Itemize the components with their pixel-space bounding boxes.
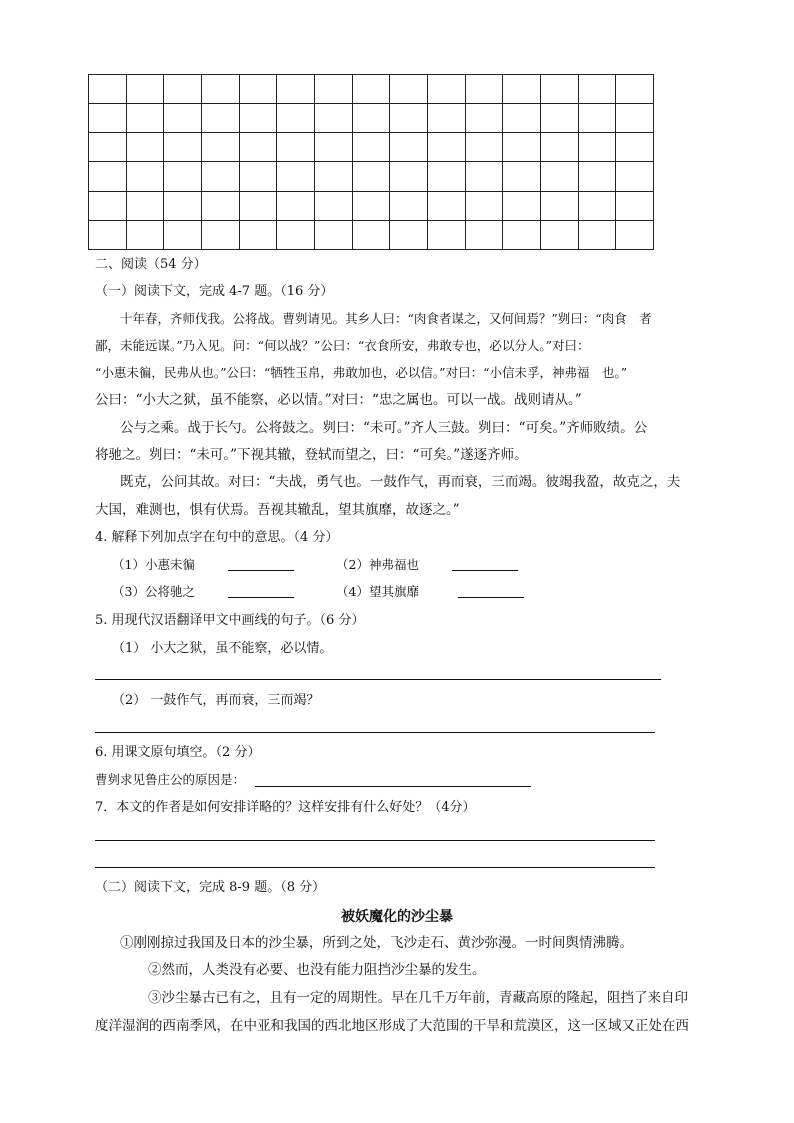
grid-row xyxy=(89,220,654,249)
q4-stem: 4. 解释下列加点字在句中的意思。（4 分） xyxy=(95,530,339,545)
grid-cell[interactable] xyxy=(277,75,315,104)
grid-cell[interactable] xyxy=(277,133,315,162)
grid-cell[interactable] xyxy=(427,162,465,191)
passage2-paragraph-3-line: 度洋湿润的西南季风，在中亚和我国的西北地区形成了大范围的干旱和荒漠区，这一区域又正处在西 xyxy=(95,1018,689,1034)
q7-answer-line-1[interactable] xyxy=(95,840,655,841)
grid-cell[interactable] xyxy=(314,220,352,249)
grid-cell[interactable] xyxy=(616,133,654,162)
grid-cell[interactable] xyxy=(427,220,465,249)
q4-item-3: （3）公将驰之 xyxy=(112,584,195,599)
passage1-line: 大国，难测也，惧有伏焉。吾视其辙乱，望其旗靡，故逐之。” xyxy=(95,502,460,518)
grid-cell[interactable] xyxy=(201,75,239,104)
grid-cell[interactable] xyxy=(239,104,277,133)
grid-cell[interactable] xyxy=(390,220,428,249)
grid-cell[interactable] xyxy=(201,104,239,133)
grid-cell[interactable] xyxy=(239,75,277,104)
passage1-line: 十年春，齐师伐我。公将战。曹刿请见。其乡人曰：“肉食者谋之，又何间焉？”刿曰：“肉食 者 xyxy=(120,311,652,326)
grid-cell[interactable] xyxy=(616,162,654,191)
grid-cell[interactable] xyxy=(503,220,541,249)
q4-answer-line-4[interactable] xyxy=(458,597,524,598)
grid-cell[interactable] xyxy=(277,104,315,133)
grid-cell[interactable] xyxy=(314,75,352,104)
grid-cell[interactable] xyxy=(578,75,616,104)
grid-cell[interactable] xyxy=(126,191,164,220)
passage2-paragraph-1: ①刚刚掠过我国及日本的沙尘暴，所到之处，飞沙走石、黄沙弥漫。一时间舆情沸腾。 xyxy=(120,935,633,951)
grid-cell[interactable] xyxy=(427,133,465,162)
grid-cell[interactable] xyxy=(164,220,202,249)
grid-cell[interactable] xyxy=(578,191,616,220)
grid-cell[interactable] xyxy=(164,191,202,220)
q4-answer-line-3[interactable] xyxy=(228,597,294,598)
grid-cell[interactable] xyxy=(540,133,578,162)
grid-cell[interactable] xyxy=(578,220,616,249)
grid-cell[interactable] xyxy=(578,133,616,162)
writing-grid xyxy=(88,74,654,250)
grid-row xyxy=(89,191,654,220)
grid-cell[interactable] xyxy=(616,75,654,104)
grid-cell[interactable] xyxy=(277,191,315,220)
grid-cell[interactable] xyxy=(465,162,503,191)
grid-cell[interactable] xyxy=(390,104,428,133)
passage2-title: 被妖魔化的沙尘暴 xyxy=(341,909,453,925)
q6-stem: 6. 用课文原句填空。（2 分） xyxy=(95,745,261,760)
q5-answer-line-2[interactable] xyxy=(95,732,655,733)
grid-cell[interactable] xyxy=(465,220,503,249)
grid-cell[interactable] xyxy=(89,75,127,104)
q5-stem: 5. 用现代汉语翻译甲文中画线的句子。（6 分） xyxy=(95,613,365,628)
grid-cell[interactable] xyxy=(277,220,315,249)
q5-sentence-1: （1） 小大之狱，虽不能察，必以情。 xyxy=(112,641,333,656)
grid-cell[interactable] xyxy=(277,162,315,191)
grid-cell[interactable] xyxy=(239,220,277,249)
grid-cell[interactable] xyxy=(616,104,654,133)
grid-cell[interactable] xyxy=(390,133,428,162)
grid-cell[interactable] xyxy=(465,191,503,220)
q6-prompt: 曹刿求见鲁庄公的原因是： xyxy=(95,772,246,787)
passage1-line: “小惠未徧，民弗从也。”公曰：“牺牲玉帛，弗敢加也，必以信。”对曰：“小信未孚，神弗福 也。” xyxy=(95,365,628,380)
passage2-paragraph-2: ②然而，人类没有必要、也没有能力阻挡沙尘暴的发生。 xyxy=(148,962,486,978)
grid-cell[interactable] xyxy=(503,75,541,104)
grid-cell[interactable] xyxy=(540,104,578,133)
grid-cell[interactable] xyxy=(89,191,127,220)
grid-row xyxy=(89,75,654,104)
q4-item-4: （4）望其旗靡 xyxy=(336,584,419,599)
passage1-line: 公曰：“小大之狱，虽不能察，必以情。”对曰：“忠之属也。可以一战。战则请从。” xyxy=(95,392,582,408)
grid-cell[interactable] xyxy=(390,75,428,104)
grid-cell[interactable] xyxy=(352,75,390,104)
grid-cell[interactable] xyxy=(201,220,239,249)
passage2-paragraph-3-line: ③沙尘暴古已有之，且有一定的周期性。早在几千万年前，青藏高原的隆起，阻挡了来自印 xyxy=(148,990,688,1006)
grid-cell[interactable] xyxy=(126,133,164,162)
grid-cell[interactable] xyxy=(540,75,578,104)
grid-cell[interactable] xyxy=(164,75,202,104)
q7-answer-line-2[interactable] xyxy=(95,867,655,868)
grid-cell[interactable] xyxy=(427,191,465,220)
grid-cell[interactable] xyxy=(164,133,202,162)
grid-cell[interactable] xyxy=(314,191,352,220)
grid-cell[interactable] xyxy=(89,162,127,191)
grid-cell[interactable] xyxy=(390,162,428,191)
grid-cell[interactable] xyxy=(352,220,390,249)
grid-cell[interactable] xyxy=(201,191,239,220)
q4-item-1: （1）小惠未徧 xyxy=(112,557,195,572)
grid-cell[interactable] xyxy=(503,104,541,133)
grid-cell[interactable] xyxy=(352,191,390,220)
grid-cell[interactable] xyxy=(503,162,541,191)
q5-sentence-2: （2） 一鼓作气，再而衰，三而竭？ xyxy=(112,693,320,708)
passage1-line: 既克，公问其故。对曰：“夫战，勇气也。一鼓作气，再而衰，三而竭。彼竭我盈，故克之，夫 xyxy=(120,474,681,490)
grid-cell[interactable] xyxy=(465,133,503,162)
grid-cell[interactable] xyxy=(164,162,202,191)
grid-cell[interactable] xyxy=(427,75,465,104)
grid-cell[interactable] xyxy=(503,191,541,220)
grid-row xyxy=(89,133,654,162)
passage1-line: 将驰之。刿曰：“未可。”下视其辙，登轼而望之，曰：“可矣。”遂逐齐师。 xyxy=(95,447,528,463)
passage1-line: 鄙，未能远谋。”乃入见。问：“何以战？”公曰：“衣食所安，弗敢专也，必以分人。”对曰： xyxy=(95,338,590,353)
grid-cell[interactable] xyxy=(164,104,202,133)
q6-answer-line[interactable] xyxy=(255,786,531,787)
section2-heading: 二、阅读（54 分） xyxy=(95,257,207,272)
q5-answer-line-1[interactable] xyxy=(95,679,661,680)
grid-cell[interactable] xyxy=(578,162,616,191)
grid-cell[interactable] xyxy=(126,162,164,191)
grid-cell[interactable] xyxy=(352,104,390,133)
grid-cell[interactable] xyxy=(427,104,465,133)
grid-cell[interactable] xyxy=(540,220,578,249)
grid-cell[interactable] xyxy=(314,104,352,133)
grid-row xyxy=(89,162,654,191)
q4-item-2: （2）神弗福也 xyxy=(336,557,419,572)
grid-cell[interactable] xyxy=(540,162,578,191)
grid-cell[interactable] xyxy=(616,191,654,220)
grid-cell[interactable] xyxy=(503,133,541,162)
q4-answer-line-2[interactable] xyxy=(452,570,518,571)
grid-cell[interactable] xyxy=(126,220,164,249)
grid-cell[interactable] xyxy=(89,104,127,133)
grid-cell[interactable] xyxy=(126,75,164,104)
grid-cell[interactable] xyxy=(89,220,127,249)
grid-cell[interactable] xyxy=(465,75,503,104)
grid-cell[interactable] xyxy=(239,191,277,220)
grid-cell[interactable] xyxy=(390,191,428,220)
grid-row xyxy=(89,104,654,133)
grid-cell[interactable] xyxy=(578,104,616,133)
grid-cell[interactable] xyxy=(239,133,277,162)
grid-cell[interactable] xyxy=(314,162,352,191)
grid-cell[interactable] xyxy=(352,133,390,162)
part2-heading: （二）阅读下文，完成 8-9 题。（8 分） xyxy=(95,880,326,895)
part1-heading: （一）阅读下文，完成 4-7 题。（16 分） xyxy=(95,284,334,299)
grid-cell[interactable] xyxy=(89,133,127,162)
grid-cell[interactable] xyxy=(126,104,164,133)
grid-cell[interactable] xyxy=(540,191,578,220)
grid-cell[interactable] xyxy=(465,104,503,133)
grid-cell[interactable] xyxy=(201,162,239,191)
grid-cell[interactable] xyxy=(201,133,239,162)
grid-cell[interactable] xyxy=(352,162,390,191)
passage1-line: 公与之乘。战于长勺。公将鼓之。刿曰：“未可。”齐人三鼓。刿曰：“可矣。”齐师败绩。公 xyxy=(120,420,648,436)
grid-cell[interactable] xyxy=(314,133,352,162)
q7-stem: 7．本文的作者是如何安排详略的？这样安排有什么好处？（4分） xyxy=(95,800,476,815)
grid-cell[interactable] xyxy=(239,162,277,191)
q4-answer-line-1[interactable] xyxy=(228,570,294,571)
grid-cell[interactable] xyxy=(616,220,654,249)
